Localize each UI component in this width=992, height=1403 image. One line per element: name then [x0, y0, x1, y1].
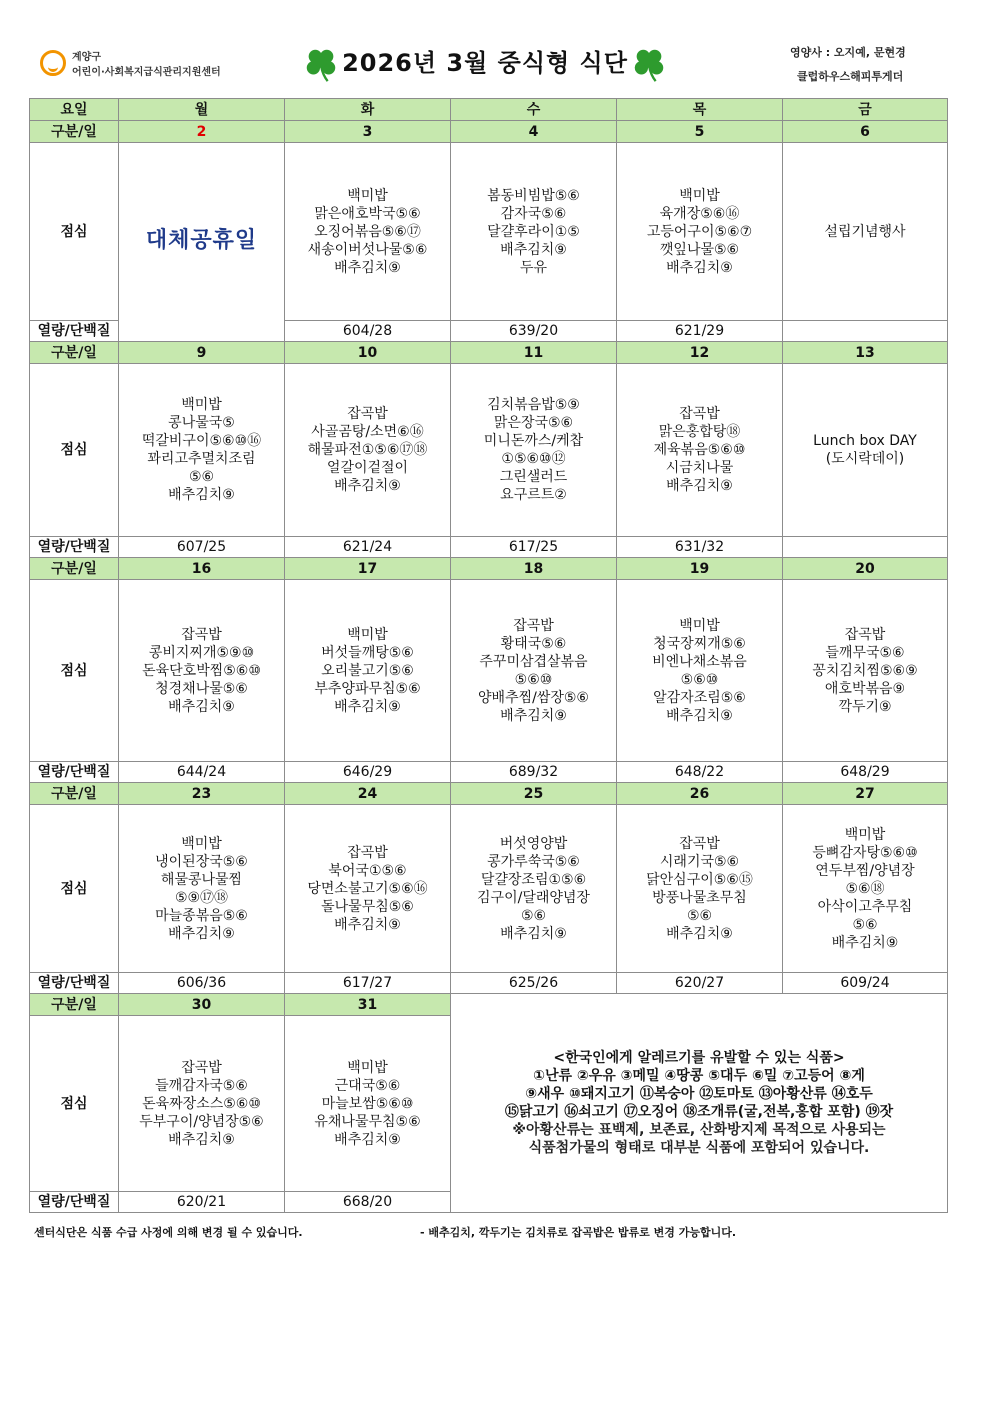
- title-area: [300, 40, 670, 86]
- weekday-mon: 월: [119, 99, 285, 121]
- weekday-fri: 금: [783, 99, 948, 121]
- nutritionist: 영양사 : 오지예, 문현경: [790, 46, 906, 59]
- menu-cell: 잡곡밥 황태국⑤⑥ 주꾸미삼겹살볶음 ⑤⑥⑩ 양배추찜/쌈장⑤⑥ 배추김치⑨: [451, 580, 617, 762]
- menu-cell: 백미밥 버섯들깨탕⑤⑥ 오리불고기⑤⑥ 부추양파무침⑤⑥ 배추김치⑨: [285, 580, 451, 762]
- menu-cell: 백미밥 맑은애호박국⑤⑥ 오징어볶음⑤⑥⑰ 새송이버섯나물⑤⑥ 배추김치⑨: [285, 143, 451, 321]
- logo-district: 계양구: [72, 52, 101, 63]
- date-cell: 26: [617, 783, 783, 805]
- kcal-cell: [783, 321, 948, 342]
- kcal-label: 열량/단백질: [30, 762, 119, 783]
- date-cell: 19: [617, 558, 783, 580]
- date-cell: 31: [285, 994, 451, 1016]
- date-cell: 5: [617, 121, 783, 143]
- menu-cell: 백미밥 근대국⑤⑥ 마늘보쌈⑤⑥⑩ 유채나물무침⑤⑥ 배추김치⑨: [285, 1016, 451, 1192]
- date-cell: 3: [285, 121, 451, 143]
- menu-cell: 김치볶음밥⑤⑨ 맑은장국⑤⑥ 미니돈까스/케찹 ①⑤⑥⑩⑫ 그린샐러드 요구르트②: [451, 364, 617, 537]
- kcal-cell: 606/36: [119, 973, 285, 994]
- kcal-cell: 646/29: [285, 762, 451, 783]
- kcal-cell: 604/28: [285, 321, 451, 342]
- date-row: [30, 558, 948, 580]
- weekday-wed: 수: [451, 99, 617, 121]
- date-row: [30, 994, 948, 1016]
- kcal-cell: 648/22: [617, 762, 783, 783]
- date-cell: 27: [783, 783, 948, 805]
- meal-row: [30, 143, 948, 321]
- kcal-label: 열량/단백질: [30, 1192, 119, 1213]
- kcal-cell: 621/24: [285, 537, 451, 558]
- date-row: [30, 783, 948, 805]
- menu-cell: 백미밥 콩나물국⑤ 떡갈비구이⑤⑥⑩⑯ 꽈리고추멸치조림 ⑤⑥ 배추김치⑨: [119, 364, 285, 537]
- kcal-cell: 617/25: [451, 537, 617, 558]
- date-label: 구분/일: [30, 342, 119, 364]
- date-label: 구분/일: [30, 558, 119, 580]
- kcal-cell: 621/29: [617, 321, 783, 342]
- menu-cell: 봄동비빔밥⑤⑥ 감자국⑤⑥ 달걀후라이①⑤ 배추김치⑨ 두유: [451, 143, 617, 321]
- menu-cell: 잡곡밥 들깨감자국⑤⑥ 돈육짜장소스⑤⑥⑩ 두부구이/양념장⑤⑥ 배추김치⑨: [119, 1016, 285, 1192]
- meal-label: 점심: [30, 364, 119, 537]
- kcal-label: 열량/단백질: [30, 321, 119, 342]
- kcal-cell: 617/27: [285, 973, 451, 994]
- menu-cell: 백미밥 냉이된장국⑤⑥ 해물콩나물찜 ⑤⑨⑰⑱ 마늘종볶음⑤⑥ 배추김치⑨: [119, 805, 285, 973]
- kcal-label: 열량/단백질: [30, 537, 119, 558]
- date-cell: 4: [451, 121, 617, 143]
- meal-label: 점심: [30, 805, 119, 973]
- date-cell: 2: [119, 121, 285, 143]
- kcal-cell: 631/32: [617, 537, 783, 558]
- facility-name: 클럽하우스해피투게더: [797, 70, 904, 83]
- kcal-cell: 639/20: [451, 321, 617, 342]
- menu-cell: Lunch box DAY (도시락데이): [783, 364, 948, 537]
- kcal-cell: 625/26: [451, 973, 617, 994]
- kcal-cell: 668/20: [285, 1192, 451, 1213]
- allergy-line: ①난류 ②우유 ③메밀 ④땅콩 ⑤대두 ⑥밀 ⑦고등어 ⑧게: [533, 1068, 865, 1084]
- date-label: 구분/일: [30, 121, 119, 143]
- date-cell: 11: [451, 342, 617, 364]
- kcal-row: [30, 973, 948, 994]
- allergy-note: 식품첨가물의 형태로 대부분 식품에 포함되어 있습니다.: [528, 1140, 870, 1156]
- kcal-row: [30, 762, 948, 783]
- date-cell: 6: [783, 121, 948, 143]
- meal-label: 점심: [30, 143, 119, 321]
- meal-label: 점심: [30, 1016, 119, 1192]
- kcal-label: 열량/단백질: [30, 973, 119, 994]
- clover-icon: [630, 45, 668, 83]
- date-row: [30, 121, 948, 143]
- allergy-line: ⑨새우 ⑩돼지고기 ⑪복숭아 ⑫토마토 ⑬아황산류 ⑭호두: [525, 1086, 873, 1102]
- weekday-row: [30, 99, 948, 121]
- date-cell: 24: [285, 783, 451, 805]
- date-cell: 13: [783, 342, 948, 364]
- date-label: 구분/일: [30, 994, 119, 1016]
- smile-logo-icon: [40, 50, 66, 76]
- meal-label: 점심: [30, 580, 119, 762]
- date-cell: 10: [285, 342, 451, 364]
- date-cell: 25: [451, 783, 617, 805]
- meal-row: [30, 580, 948, 762]
- meal-row: [30, 364, 948, 537]
- menu-table: [29, 98, 948, 1213]
- kcal-cell: 609/24: [783, 973, 948, 994]
- weekday-tue: 화: [285, 99, 451, 121]
- date-cell: 23: [119, 783, 285, 805]
- footer-note-substitution: - 배추김치, 깍두기는 김치류로 잡곡밥은 밥류로 변경 가능합니다.: [420, 1226, 737, 1239]
- date-cell: 9: [119, 342, 285, 364]
- meal-row: [30, 805, 948, 973]
- page-header: [0, 0, 992, 98]
- menu-cell: 설립기념행사: [783, 143, 948, 321]
- clover-icon: [302, 45, 340, 83]
- allergy-heading: <한국인에게 알레르기를 유발할 수 있는 식품>: [553, 1050, 845, 1066]
- kcal-cell: 607/25: [119, 537, 285, 558]
- kcal-cell: 620/27: [617, 973, 783, 994]
- kcal-cell: [783, 537, 948, 558]
- weekday-label: 요일: [30, 99, 119, 121]
- date-row: [30, 342, 948, 364]
- kcal-cell: 620/21: [119, 1192, 285, 1213]
- kcal-row: [30, 537, 948, 558]
- date-cell: 17: [285, 558, 451, 580]
- menu-cell: 잡곡밥 들깨무국⑤⑥ 꽁치김치찜⑤⑥⑨ 애호박볶음⑨ 깍두기⑨: [783, 580, 948, 762]
- page-title: 2026년 3월 중식형 식단: [342, 49, 628, 77]
- menu-cell: 잡곡밥 북어국①⑤⑥ 당면소불고기⑤⑥⑯ 돌나물무침⑤⑥ 배추김치⑨: [285, 805, 451, 973]
- logo-center-name: 어린이·사회복지급식관리지원센터: [72, 67, 221, 78]
- date-cell: 30: [119, 994, 285, 1016]
- menu-cell: 잡곡밥 시래기국⑤⑥ 닭안심구이⑤⑥⑮ 방풍나물초무침 ⑤⑥ 배추김치⑨: [617, 805, 783, 973]
- kcal-cell: 648/29: [783, 762, 948, 783]
- weekday-thu: 목: [617, 99, 783, 121]
- menu-cell: 잡곡밥 사골곰탕/소면⑥⑯ 해물파전①⑤⑥⑰⑱ 얼갈이겉절이 배추김치⑨: [285, 364, 451, 537]
- center-logo: [40, 48, 230, 82]
- allergy-line: ⑮닭고기 ⑯쇠고기 ⑰오징어 ⑱조개류(굴,전복,홍합 포함) ⑲잣: [504, 1104, 894, 1120]
- menu-cell: 잡곡밥 맑은홍합탕⑱ 제육볶음⑤⑥⑩ 시금치나물 배추김치⑨: [617, 364, 783, 537]
- date-cell: 18: [451, 558, 617, 580]
- holiday-cell: [119, 143, 285, 342]
- menu-cell: 백미밥 등뼈감자탕⑤⑥⑩ 연두부찜/양념장 ⑤⑥⑱ 아삭이고추무침 ⑤⑥ 배추김치⑨: [783, 805, 948, 973]
- date-cell: 20: [783, 558, 948, 580]
- date-label: 구분/일: [30, 783, 119, 805]
- menu-cell: 잡곡밥 콩비지찌개⑤⑨⑩ 돈육단호박찜⑤⑥⑩ 청경채나물⑤⑥ 배추김치⑨: [119, 580, 285, 762]
- date-cell: 16: [119, 558, 285, 580]
- menu-cell: 백미밥 육개장⑤⑥⑯ 고등어구이⑤⑥⑦ 깻잎나물⑤⑥ 배추김치⑨: [617, 143, 783, 321]
- footer-note: 센터식단은 식품 수급 사정에 의해 변경 될 수 있습니다.: [34, 1226, 303, 1239]
- menu-cell: 백미밥 청국장찌개⑤⑥ 비엔나채소볶음 ⑤⑥⑩ 알감자조림⑤⑥ 배추김치⑨: [617, 580, 783, 762]
- allergy-note: ※아황산류는 표백제, 보존료, 산화방지제 목적으로 사용되는: [512, 1122, 886, 1138]
- allergy-info: [451, 994, 948, 1213]
- kcal-cell: 644/24: [119, 762, 285, 783]
- holiday-label: 대체공휴일: [145, 228, 258, 253]
- kcal-cell: 689/32: [451, 762, 617, 783]
- menu-cell: 버섯영양밥 콩가루쑥국⑤⑥ 달걀장조림①⑤⑥ 김구이/달래양념장 ⑤⑥ 배추김치⑨: [451, 805, 617, 973]
- date-cell: 12: [617, 342, 783, 364]
